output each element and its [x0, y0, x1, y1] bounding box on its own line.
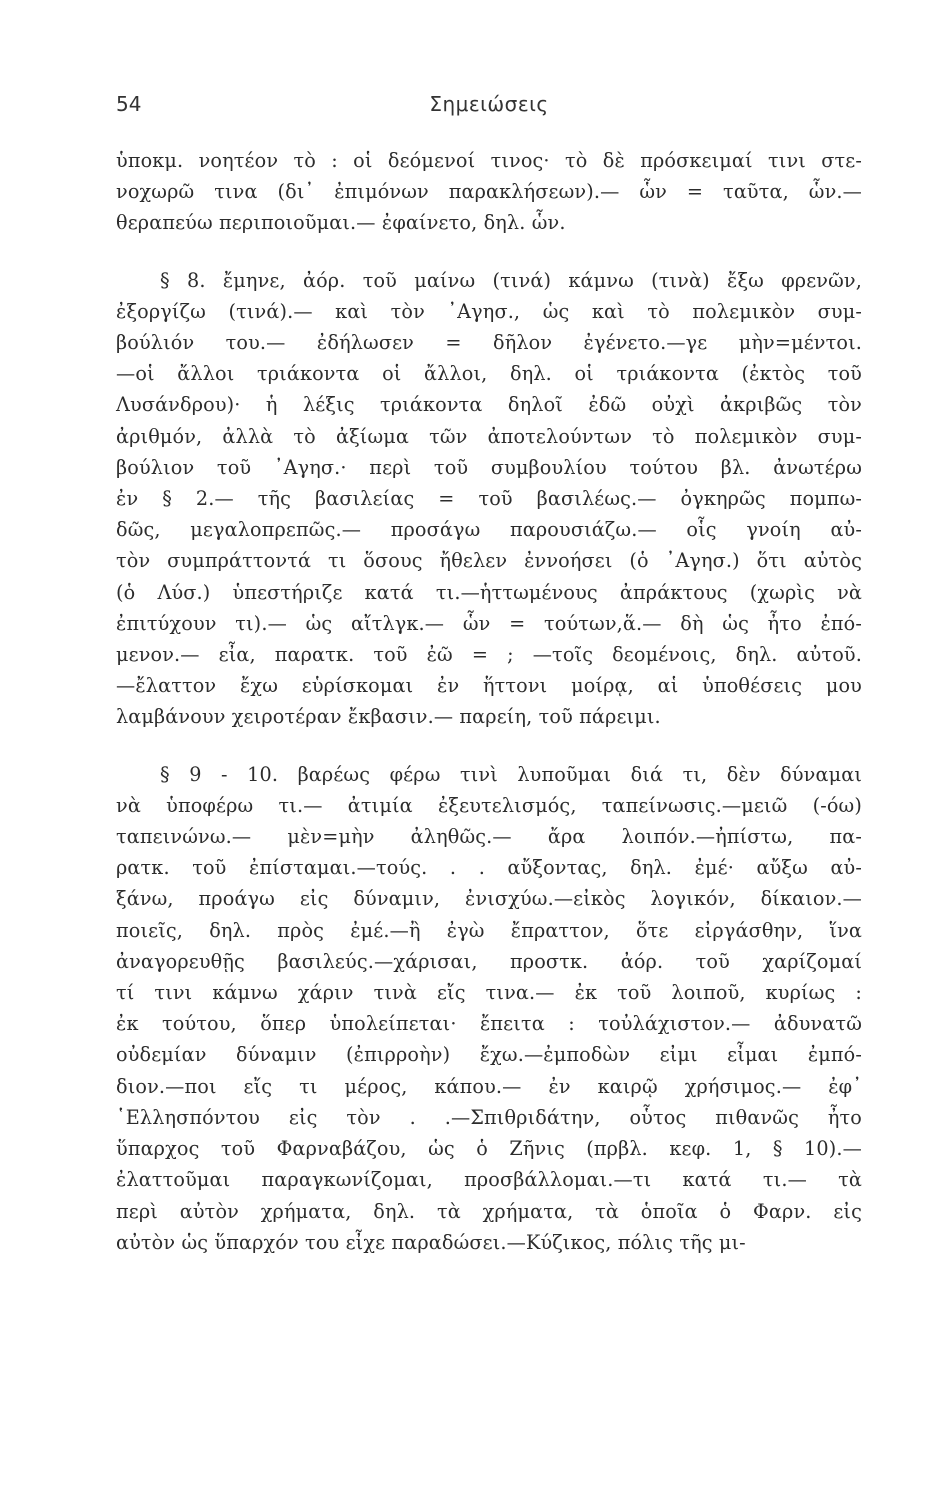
text-line: (ὁ Λύσ.) ὑπεστήριζε κατά τι.—ἡττωμένους ἀπράκτους (χωρὶς νὰ: [116, 580, 862, 604]
text-line: τὸν συμπράττοντά τι ὅσους ἤθελεν ἐννοήσει (ὁ ᾿Αγησ.) ὅτι αὐτὸς: [116, 549, 862, 573]
text-line: ταπεινώνω.— μὲν=μὴν ἀληθῶς.— ἄρα λοιπόν.—ἠπίστω, πα-: [116, 825, 862, 849]
text-line: ὕπαρχος τοῦ Φαρναβάζου, ὡς ὁ Ζῆνις (πρβλ. κεφ. 1, § 10).—: [116, 1137, 862, 1161]
running-title: Σημειώσεις: [429, 92, 549, 116]
text-line: § 9 - 10. βαρέως φέρω τινὶ λυποῦμαι διά τι, δὲν δύναμαι: [160, 762, 862, 786]
page-header: [116, 92, 862, 126]
text-line: νὰ ὑποφέρω τι.— ἀτιμία ἐξευτελισμός, ταπείνωσις.—μειῶ (-όω): [116, 793, 862, 817]
text-line: ξάνω, προάγω εἰς δύναμιν, ἐνισχύω.—εἰκὸς λογικόν, δίκαιον.—: [116, 887, 862, 911]
text-line: ρατκ. τοῦ ἐπίσταμαι.—τούς. . . αὔξοντας, δηλ. ἐμέ· αὔξω αὐ-: [116, 856, 862, 880]
page-number: 54: [116, 92, 142, 116]
text-line: ἐπιτύχουν τι).— ὡς αἴτλγκ.— ὧν = τούτων,ἅ.— δὴ ὡς ἦτο ἐπό-: [116, 611, 862, 635]
text-line: περὶ αὐτὸν χρήματα, δηλ. τὰ χρήματα, τὰ ὁποῖα ὁ Φαρν. εἰς: [116, 1199, 862, 1223]
text-line: τί τινι κάμνω χάριν τινὰ εἴς τινα.— ἐκ τοῦ λοιποῦ, κυρίως :: [116, 981, 862, 1005]
text-line: ἐξοργίζω (τινά).— καὶ τὸν ᾿Αγησ., ὡς καὶ τὸ πολεμικὸν συμ-: [116, 299, 862, 323]
text-line: —ἔλαττον ἔχω εὑρίσκομαι ἐν ἥττονι μοίρᾳ, αἱ ὑποθέσεις μου: [116, 674, 862, 698]
text-line: νοχωρῶ τινα (δι᾽ ἐπιμόνων παρακλήσεων).— ὧν = ταῦτα, ὧν.—: [116, 180, 862, 204]
text-line: βούλιόν του.— ἐδήλωσεν = δῆλον ἐγένετο.—γε μὴν=μέντοι.: [116, 331, 862, 355]
text-line: δῶς, μεγαλοπρεπῶς.— προσάγω παρουσιάζω.— οἷς γνοίη αὐ-: [116, 518, 862, 542]
text-line: ὑποκμ. νοητέον τὸ : οἱ δεόμενοί τινος· τὸ δὲ πρόσκειμαί τινι στε-: [116, 149, 862, 172]
note-paragraph: [116, 265, 862, 733]
text-line: ποιεῖς, δηλ. πρὸς ἐμέ.—ἢ ἐγὼ ἔπραττον, ὅτε εἰργάσθην, ἵνα: [116, 918, 862, 942]
text-line: —οἱ ἄλλοι τριάκοντα οἱ ἄλλοι, δηλ. οἱ τριάκοντα (ἐκτὸς τοῦ: [116, 362, 862, 386]
text-line: θεραπεύω περιποιοῦμαι.— ἐφαίνετο, δηλ. ὧν.: [116, 211, 566, 235]
text-line: ἀναγορευθῇς βασιλεύς.—χάρισαι, προστκ. ἀόρ. τοῦ χαρίζομαί: [116, 949, 862, 973]
text-line: μενον.— εἶα, παρατκ. τοῦ ἐῶ = ; —τοῖς δεομένοις, δηλ. αὐτοῦ.: [116, 643, 862, 667]
notes-body: [116, 145, 862, 1258]
text-line: βούλιον τοῦ ᾿Αγησ.· περὶ τοῦ συμβουλίου τούτου βλ. ἀνωτέρω: [116, 455, 862, 479]
text-line: § 8. ἔμηνε, ἀόρ. τοῦ μαίνω (τινά) κάμνω (τινὰ) ἔξω φρενῶν,: [160, 268, 862, 292]
text-line: Λυσάνδρου)· ἡ λέξις τριάκοντα δηλοῖ ἐδῶ οὐχὶ ἀκριβῶς τὸν: [116, 393, 862, 417]
text-line: ἀριθμόν, ἀλλὰ τὸ ἀξίωμα τῶν ἀποτελούντων τὸ πολεμικὸν συμ-: [116, 424, 862, 448]
text-line: ἐν § 2.— τῆς βασιλείας = τοῦ βασιλέως.— ὀγκηρῶς πομπω-: [116, 487, 862, 511]
text-line: διον.—ποι εἴς τι μέρος, κάπου.— ἐν καιρῷ χρήσιμος.— ἐφ᾽: [116, 1074, 862, 1098]
note-paragraph: [116, 759, 862, 1258]
text-line: ῾Ελλησπόντου εἰς τὸν . .—Σπιθριδάτην, οὗτος πιθανῶς ἦτο: [116, 1105, 862, 1129]
text-line: λαμβάνουν χειροτέραν ἔκβασιν.— παρείη, τοῦ πάρειμι.: [116, 705, 661, 729]
note-paragraph: [116, 145, 862, 239]
text-line: οὐδεμίαν δύναμιν (ἐπιρροὴν) ἔχω.—ἐμποδὼν εἰμι εἶμαι ἐμπό-: [116, 1043, 862, 1067]
text-line: ἐλαττοῦμαι παραγκωνίζομαι, προσβάλλομαι.—τι κατά τι.— τὰ: [116, 1168, 862, 1192]
text-line: ἐκ τούτου, ὅπερ ὑπολείπεται· ἔπειτα : τοὐλάχιστον.— ἀδυνατῶ: [116, 1012, 862, 1036]
text-line: αὐτὸν ὡς ὕπαρχόν του εἶχε παραδώσει.—Κύζικος, πόλις τῆς μι-: [116, 1230, 746, 1254]
